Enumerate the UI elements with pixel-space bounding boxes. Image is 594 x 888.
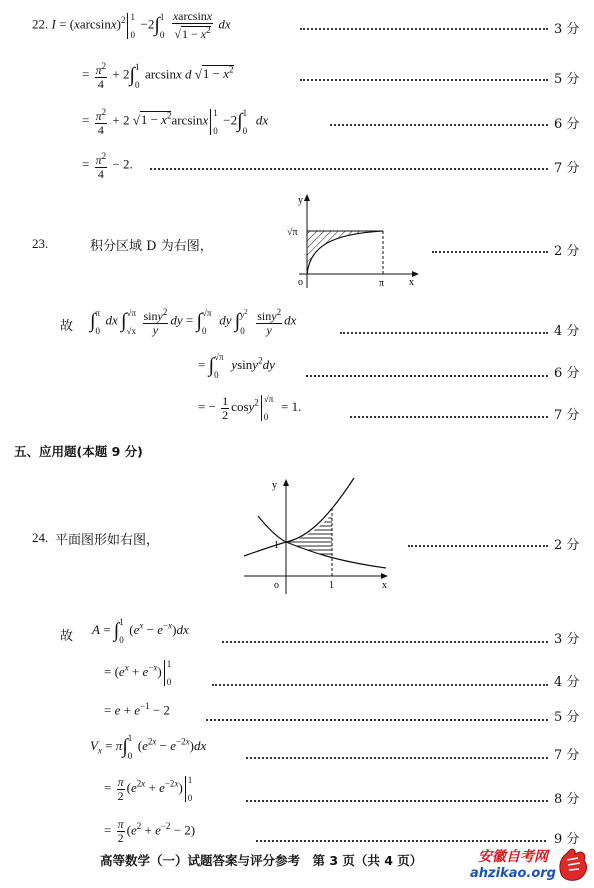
- score-label: 4 分: [554, 324, 580, 339]
- shaded-region: [307, 231, 383, 274]
- score-label: 6 分: [554, 117, 580, 132]
- leader-dots: [150, 168, 548, 170]
- leader-dots: [206, 719, 548, 721]
- graph23-pi: π: [379, 278, 385, 289]
- graph24-x: x: [382, 580, 387, 591]
- graph23-x: x: [409, 277, 414, 288]
- q24-line1: A = ∫ 1 0 $(e^x - e^{-x})dx$: [92, 617, 189, 645]
- graph23-o: o: [298, 277, 303, 288]
- score-label: 2 分: [554, 538, 580, 553]
- graph24-y: y: [272, 480, 277, 491]
- graph-q23: [285, 192, 425, 292]
- q22-line4: = $\frac{\pi^2}{4}$ − 2.: [82, 151, 133, 181]
- q24-text: 平面图形如右图，: [55, 533, 160, 548]
- logo-text-cn: 安徽自考网: [478, 849, 548, 865]
- q23-gu: 故: [60, 319, 74, 334]
- logo-text-en: ahzikao.org: [470, 866, 556, 881]
- score-label: 9 分: [554, 832, 580, 847]
- graph-q24: [236, 476, 396, 596]
- section-title: 五、应用题(本题 9 分): [14, 444, 143, 459]
- q22-line3: = $\frac{\pi^2}{4}$ + 2 $√1 - x^2\arcsin x$ 1 0 −2∫ 1 0 dx: [82, 107, 269, 137]
- q24-line4: $V_x = \pi\int$ 1 0 $(e^{2x} - e^{-2x})dx$: [90, 733, 207, 761]
- leader-dots: [246, 800, 548, 802]
- score-label: 7 分: [554, 748, 580, 763]
- score-label: 8 分: [554, 792, 580, 807]
- page-footer: 高等数学（一）试题答案与评分参考 第 3 页（共 4 页）: [100, 853, 423, 868]
- leader-dots: [246, 757, 548, 759]
- score-label: 5 分: [554, 710, 580, 725]
- leader-dots: [222, 641, 548, 643]
- leader-dots: [340, 332, 548, 334]
- leader-dots: [408, 545, 548, 547]
- q22-eq: =: [59, 16, 67, 32]
- q24-number: 24.: [32, 530, 49, 545]
- hand-logo-icon: [556, 846, 590, 882]
- q23-text: 积分区域 D 为右图，: [90, 239, 213, 254]
- score-label: 6 分: [554, 366, 580, 381]
- graph24-o: o: [274, 580, 279, 591]
- score-label: 7 分: [554, 408, 580, 423]
- q23-line3: = − $\frac{1}{2}$ cosy$^2$ √π 0 = 1.: [198, 393, 302, 422]
- q23-line1: ∫ π 0 dx ∫ √π √x $\frac{\sin y^2}{y}$ dy = ∫ √π 0 dy ∫ $y^2$ 0 $\frac{\sin y^2}{y}$ dx: [90, 307, 297, 337]
- q24-line2: = $(e^x + e^{-x})$ 1 0: [104, 659, 172, 687]
- graph24-one-y: 1: [274, 540, 279, 551]
- graph23-sqrtpi: √π: [287, 227, 298, 238]
- q24-line6: = $\frac{\pi}{2}$ $(e^2 + e^{-2} - 2)$: [104, 817, 196, 845]
- q22-var: I: [51, 16, 56, 32]
- leader-dots: [306, 375, 548, 377]
- score-label: 7 分: [554, 161, 580, 176]
- q22-line2: = $\frac{\pi^2}{4}$ + 2∫ 1 0 arcsinx d $√1 - x^2$: [82, 61, 234, 91]
- score-label: 3 分: [554, 632, 580, 647]
- leader-dots: [330, 124, 548, 126]
- q23-number: 23.: [32, 236, 49, 251]
- score-label: 2 分: [554, 244, 580, 259]
- graph23-y: y: [298, 195, 303, 206]
- q22-number: 22.: [32, 16, 49, 32]
- score-label: 5 分: [554, 72, 580, 87]
- q24-line5: = $\frac{\pi}{2}$ $(e^{2x} + e^{-2x})$ 1 0: [104, 774, 193, 803]
- q23-line2: = ∫ √π 0 ysiny$^2$dy: [198, 352, 275, 380]
- leader-dots: [212, 684, 548, 686]
- q24-line3: = $e + e^{-1} - 2$: [104, 701, 170, 718]
- q22-line1: 22. $I = (xarcsinx)^2$ 1 0 −2∫ 1 0 $\frac{xarcsinx}{√1 - x^2}$ dx: [32, 9, 231, 41]
- leader-dots: [300, 28, 548, 30]
- score-label: 3 分: [554, 22, 580, 37]
- score-label: 4 分: [554, 675, 580, 690]
- shaded-region: [286, 514, 332, 558]
- q24-gu: 故: [60, 629, 74, 644]
- leader-dots: [350, 416, 548, 418]
- leader-dots: [300, 79, 548, 81]
- site-logo: [470, 842, 592, 886]
- leader-dots: [432, 251, 548, 253]
- graph24-one-x: 1: [329, 580, 334, 591]
